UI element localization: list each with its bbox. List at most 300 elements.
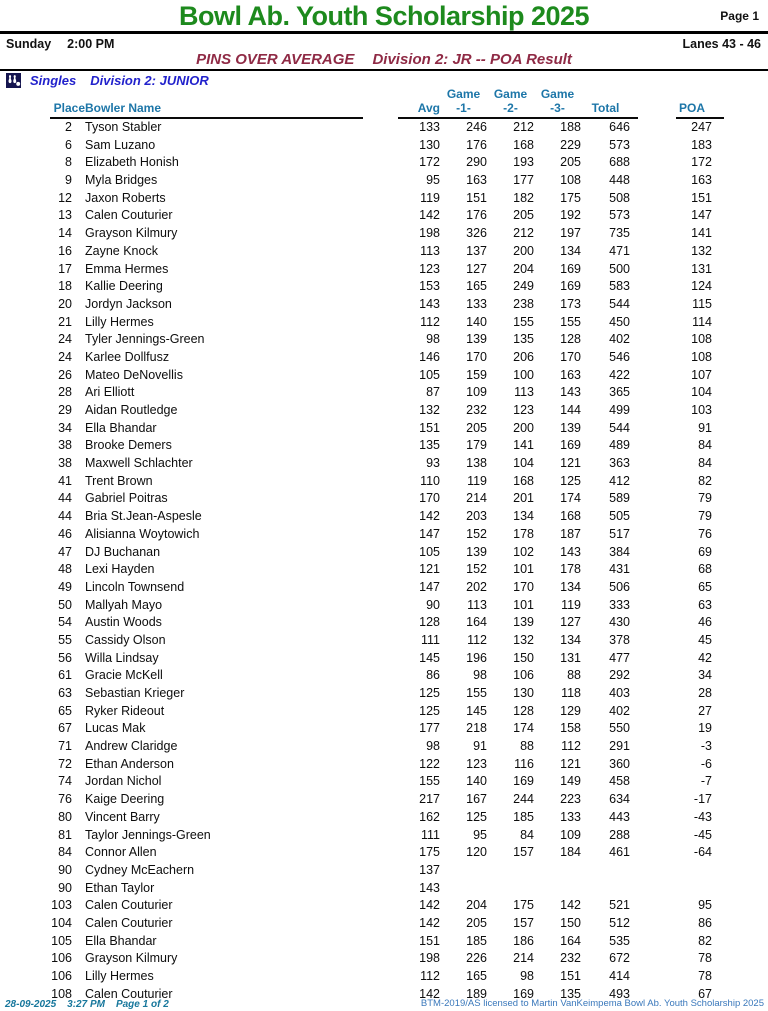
cell-poa [672, 880, 712, 898]
cell-avg: 198 [419, 226, 440, 241]
cell-g3: 169 [560, 279, 581, 294]
cell-g2: 168 [513, 473, 534, 488]
cell-place: 9 [65, 173, 72, 188]
cell-total: 458 [609, 774, 630, 789]
cell-avg: 121 [419, 562, 440, 577]
report-subtitle [0, 51, 768, 68]
cell-name: Zayne Knock [85, 243, 158, 258]
cell-place: 71 [58, 739, 72, 754]
cell-poa: -17 [693, 792, 712, 807]
table-row [0, 261, 768, 279]
cell-g1: 176 [466, 208, 487, 223]
cell-name: Calen Couturier [85, 208, 173, 223]
cell-name: Willa Lindsay [85, 650, 159, 665]
cell-place: 90 [58, 862, 72, 877]
cell-g2: 116 [514, 756, 534, 771]
cell-g1: 189 [466, 986, 487, 1001]
subtitle-division: Division 2: JR -- POA Result [372, 51, 572, 68]
cell-place: 12 [58, 190, 72, 205]
cell-g2: 113 [514, 385, 534, 400]
table-row [0, 791, 768, 809]
cell-name: DJ Buchanan [85, 544, 161, 559]
cell-place: 28 [58, 385, 72, 400]
cell-name: Myla Bridges [85, 173, 158, 188]
cell-g3: 144 [560, 403, 581, 417]
cell-place: 90 [58, 880, 72, 895]
table-row [0, 296, 768, 314]
cell-g2: 214 [513, 951, 534, 966]
cell-name: Grayson Kilmury [85, 951, 178, 966]
cell-avg: 110 [420, 473, 440, 488]
cell-avg: 125 [419, 703, 440, 718]
table-row [0, 915, 768, 933]
cell-name: Mallyah Mayo [85, 597, 163, 612]
cell-g2: 135 [513, 332, 534, 347]
table-row [0, 314, 768, 332]
cell-place: 26 [58, 367, 72, 382]
cell-g3: 150 [560, 915, 581, 930]
cell-avg: 113 [420, 243, 440, 258]
cell-g2: 157 [513, 915, 534, 930]
cell-place: 44 [58, 509, 72, 524]
cell-poa: 69 [698, 544, 712, 559]
cell-avg: 142 [419, 208, 440, 223]
cell-g2: 123 [513, 403, 534, 417]
cell-avg: 172 [419, 155, 440, 170]
cell-avg: 105 [419, 544, 440, 559]
cell-place: 80 [58, 809, 72, 824]
cell-g3: 128 [560, 332, 581, 347]
cell-place: 24 [58, 332, 72, 347]
cell-name: Connor Allen [85, 845, 157, 860]
table-row [0, 420, 768, 438]
cell-g2: 170 [513, 579, 534, 594]
cell-avg: 135 [419, 438, 440, 453]
cell-avg: 162 [419, 809, 440, 824]
cell-place: 34 [58, 420, 72, 435]
cell-place: 20 [58, 296, 72, 311]
cell-g3: 134 [560, 632, 581, 647]
cell-name: Ethan Taylor [85, 880, 155, 895]
cell-total: 443 [609, 809, 630, 824]
cell-g3: 118 [561, 686, 581, 700]
cell-g3: 108 [560, 173, 581, 188]
cell-name: Jordyn Jackson [85, 296, 172, 311]
cell-g3: 88 [567, 668, 581, 683]
section-division-label: Division 2: JUNIOR [90, 73, 209, 88]
cell-poa: 79 [698, 509, 712, 524]
cell-place: 13 [58, 208, 72, 223]
cell-g1: 138 [466, 456, 487, 471]
cell-g1: 204 [466, 898, 487, 913]
cell-place: 108 [51, 986, 72, 1001]
cell-total: 412 [609, 473, 630, 488]
cell-poa: -64 [693, 845, 712, 860]
cell-name: Gabriel Poitras [85, 491, 168, 506]
table-row [0, 968, 768, 986]
cell-g2: 130 [513, 686, 534, 700]
footer-license: BTM-2019/AS licensed to Martin VanKeimpema Bowl Ab. Youth Scholarship 2025 [420, 998, 764, 1009]
cell-g1: 176 [466, 137, 487, 152]
cell-name: Calen Couturier [85, 898, 173, 913]
cell-g1: 139 [466, 332, 487, 347]
cell-total: 550 [609, 721, 630, 736]
table-row [0, 402, 768, 420]
header-g3: -3- [550, 101, 565, 115]
table-row [0, 667, 768, 685]
cell-g3: 119 [561, 597, 581, 612]
cell-g1: 112 [467, 632, 487, 647]
cell-g2: 101 [513, 562, 534, 577]
footer-date: 28-09-2025 [5, 999, 57, 1010]
cell-g2: 84 [520, 827, 534, 842]
cell-name: Ari Elliott [85, 385, 135, 400]
cell-avg: 142 [419, 509, 440, 524]
cell-total: 384 [609, 544, 630, 559]
cell-g2: 134 [513, 509, 534, 524]
cell-g2: 244 [513, 792, 534, 807]
cell-total: 544 [609, 420, 630, 435]
cell-g1: 167 [466, 792, 487, 807]
cell-g2: 157 [513, 845, 534, 860]
cell-total [581, 862, 630, 880]
table-row [0, 349, 768, 367]
cell-place: 8 [65, 155, 72, 170]
cell-g3: 129 [560, 703, 581, 718]
cell-g1: 140 [466, 774, 487, 789]
cell-place: 49 [58, 579, 72, 594]
cell-g1: 152 [466, 562, 487, 577]
table-row [0, 809, 768, 827]
cell-place: 44 [58, 491, 72, 506]
cell-g2: 102 [513, 544, 534, 559]
cell-name: Lincoln Townsend [85, 579, 185, 594]
cell-g2: 104 [513, 456, 534, 471]
cell-avg: 153 [419, 279, 440, 294]
cell-place: 24 [58, 349, 72, 364]
cell-total: 589 [609, 491, 630, 506]
header-game-2: Game [493, 87, 528, 101]
cell-g2: 249 [513, 279, 534, 294]
cell-g2: 155 [513, 314, 534, 329]
cell-place: 29 [58, 403, 72, 417]
cell-g3: 149 [560, 774, 581, 789]
cell-poa: 63 [698, 597, 712, 612]
cell-poa: 151 [691, 190, 712, 205]
cell-g1: 113 [467, 597, 487, 612]
cell-place: 47 [58, 544, 72, 559]
title-divider [0, 31, 768, 34]
cell-place: 6 [65, 137, 72, 152]
cell-g2: 201 [513, 491, 534, 506]
cell-place: 14 [58, 226, 72, 241]
cell-avg: 133 [419, 120, 440, 134]
cell-name: Cydney McEachern [85, 862, 195, 877]
cell-poa: 108 [691, 332, 712, 347]
cell-poa: -6 [700, 756, 712, 771]
cell-avg: 95 [426, 173, 440, 188]
table-row [0, 773, 768, 791]
day-label: Sunday [6, 37, 52, 51]
cell-place: 17 [58, 261, 72, 276]
table-row [0, 137, 768, 155]
cell-poa: 76 [698, 526, 712, 541]
cell-g1: 151 [466, 190, 487, 205]
cell-poa: -45 [693, 827, 712, 842]
cell-total [581, 880, 630, 898]
cell-g1: 196 [466, 650, 487, 665]
table-row [0, 650, 768, 668]
cell-g3: 178 [560, 562, 581, 577]
cell-poa: 147 [691, 208, 712, 223]
cell-g1: 203 [466, 509, 487, 524]
cell-g1: 91 [473, 739, 487, 754]
table-row [0, 950, 768, 968]
cell-g1: 125 [466, 809, 487, 824]
cell-place: 46 [58, 526, 72, 541]
cell-name: Lilly Hermes [85, 314, 154, 329]
cell-poa: 141 [691, 226, 712, 241]
cell-total: 735 [609, 226, 630, 241]
table-row [0, 880, 768, 898]
cell-poa: 114 [692, 314, 712, 329]
cell-name: Trent Brown [85, 473, 153, 488]
cell-poa: 183 [691, 137, 712, 152]
cell-g3: 169 [560, 438, 581, 453]
cell-g3: 143 [560, 544, 581, 559]
cell-poa [672, 862, 712, 880]
cell-poa: -43 [693, 809, 712, 824]
cell-total: 477 [609, 650, 630, 665]
cell-poa: -3 [700, 739, 712, 754]
table-row [0, 720, 768, 738]
subtitle-event: PINS OVER AVERAGE [196, 51, 355, 68]
cell-place: 38 [58, 438, 72, 453]
cell-g1: 163 [466, 173, 487, 188]
cell-place: 74 [58, 774, 72, 789]
cell-g1: 133 [466, 296, 487, 311]
cell-poa: 82 [698, 933, 712, 948]
table-header-game-row [0, 87, 768, 101]
cell-place: 72 [58, 756, 72, 771]
cell-g3: 205 [560, 155, 581, 170]
cell-name: Taylor Jennings-Green [85, 827, 211, 842]
cell-g1: 205 [466, 420, 487, 435]
cell-total: 333 [609, 597, 630, 612]
cell-g3: 164 [560, 933, 581, 948]
cell-g1 [440, 862, 487, 880]
table-row [0, 526, 768, 544]
table-row [0, 862, 768, 880]
cell-place: 106 [51, 969, 72, 983]
cell-avg: 147 [419, 579, 440, 594]
cell-place: 54 [58, 615, 72, 630]
cell-g1: 95 [473, 827, 487, 842]
cell-place: 18 [58, 279, 72, 294]
cell-avg: 198 [419, 951, 440, 966]
table-row [0, 844, 768, 862]
table-row [0, 172, 768, 190]
cell-name: Lucas Mak [85, 721, 146, 736]
cell-g2: 186 [513, 933, 534, 948]
cell-poa: 107 [691, 367, 712, 382]
cell-g3: 143 [560, 385, 581, 400]
table-row [0, 827, 768, 845]
cell-name: Tyler Jennings-Green [85, 332, 205, 347]
cell-place: 104 [51, 915, 72, 930]
cell-total: 688 [609, 155, 630, 170]
cell-g3: 173 [560, 296, 581, 311]
cell-name: Cassidy Olson [85, 632, 166, 647]
cell-total: 292 [609, 668, 630, 683]
cell-avg: 93 [426, 456, 440, 471]
table-row [0, 243, 768, 261]
cell-g1: 226 [466, 951, 487, 966]
cell-g3: 112 [561, 739, 581, 754]
cell-g3: 184 [560, 845, 581, 860]
cell-name: Elizabeth Honish [85, 155, 179, 170]
cell-g2: 106 [513, 668, 534, 683]
cell-g3 [534, 862, 581, 880]
footer-time: 3:27 PM [67, 999, 105, 1010]
table-row [0, 756, 768, 774]
cell-g1: 179 [466, 438, 487, 453]
cell-poa: 131 [691, 261, 712, 276]
table-row [0, 614, 768, 632]
cell-g1: 165 [466, 279, 487, 294]
cell-avg: 87 [426, 385, 440, 400]
cell-place: 67 [58, 721, 72, 736]
cell-g2: 168 [513, 137, 534, 152]
cell-total: 363 [609, 456, 630, 471]
cell-avg: 142 [419, 986, 440, 1001]
cell-total: 508 [609, 190, 630, 205]
cell-name: Andrew Claridge [85, 739, 178, 754]
header-game-1: Game [446, 87, 481, 101]
cell-place: 2 [65, 120, 72, 134]
cell-name: Brooke Demers [85, 438, 172, 453]
cell-name: Sam Luzano [85, 137, 156, 152]
cell-total: 535 [609, 933, 630, 948]
cell-poa: 91 [698, 420, 712, 435]
cell-g3: 155 [560, 314, 581, 329]
table-row [0, 207, 768, 225]
cell-avg: 142 [419, 898, 440, 913]
cell-total: 493 [609, 986, 630, 1001]
table-row [0, 561, 768, 579]
cell-poa: 86 [698, 915, 712, 930]
cell-total: 506 [609, 579, 630, 594]
cell-avg: 151 [419, 420, 440, 435]
cell-poa: 247 [691, 120, 712, 134]
cell-avg: 143 [419, 296, 440, 311]
cell-g1: 127 [466, 261, 487, 276]
cell-place: 38 [58, 456, 72, 471]
cell-name: Ella Bhandar [85, 420, 157, 435]
cell-avg: 217 [419, 792, 440, 807]
cell-place: 21 [58, 314, 72, 329]
table-row [0, 225, 768, 243]
section-singles-label: Singles [30, 73, 77, 88]
cell-g3: 134 [560, 579, 581, 594]
cell-name: Gracie McKell [85, 668, 163, 683]
cell-total: 402 [609, 332, 630, 347]
cell-avg: 111 [420, 827, 440, 842]
cell-poa: 34 [698, 668, 712, 683]
cell-total: 573 [609, 208, 630, 223]
cell-g3 [534, 880, 581, 898]
cell-name: Lexi Hayden [85, 562, 155, 577]
cell-total: 288 [609, 827, 630, 842]
cell-total: 544 [609, 296, 630, 311]
cell-total: 450 [609, 314, 630, 329]
cell-total: 291 [609, 739, 630, 754]
cell-g3: 188 [560, 120, 581, 134]
cell-total: 422 [609, 367, 630, 382]
cell-g3: 175 [560, 190, 581, 205]
cell-total: 583 [609, 279, 630, 294]
cell-g1: 159 [466, 367, 487, 382]
cell-name: Grayson Kilmury [85, 226, 178, 241]
cell-g1: 326 [466, 226, 487, 241]
table-row [0, 384, 768, 402]
cell-avg: 130 [419, 137, 440, 152]
cell-place: 63 [58, 686, 72, 700]
results-table-body [0, 119, 768, 1003]
cell-avg: 142 [419, 915, 440, 930]
table-row [0, 473, 768, 491]
cell-g3: 158 [560, 721, 581, 736]
header-bowler-name: Bowler Name [85, 101, 162, 115]
cell-total: 471 [609, 243, 630, 258]
cell-total: 512 [609, 915, 630, 930]
cell-place: 16 [58, 243, 72, 258]
cell-poa: -7 [700, 774, 712, 789]
cell-poa: 172 [691, 155, 712, 170]
cell-place: 56 [58, 650, 72, 665]
cell-total: 360 [609, 756, 630, 771]
section-row [6, 73, 209, 88]
table-row [0, 597, 768, 615]
table-row [0, 738, 768, 756]
cell-name: Aidan Routledge [85, 403, 178, 417]
cell-g3: 127 [560, 615, 581, 630]
cell-g1: 170 [466, 349, 487, 364]
table-row [0, 437, 768, 455]
cell-total: 500 [609, 261, 630, 276]
table-row [0, 455, 768, 473]
cell-avg: 170 [419, 491, 440, 506]
subtitle-divider [0, 69, 768, 71]
cell-poa: 124 [691, 279, 712, 294]
cell-g3: 151 [560, 969, 581, 983]
cell-total: 499 [609, 403, 630, 417]
cell-total: 461 [609, 845, 630, 860]
cell-place: 106 [51, 951, 72, 966]
cell-avg: 128 [419, 615, 440, 630]
cell-poa: 45 [698, 632, 712, 647]
cell-g2: 204 [513, 261, 534, 276]
header-poa: POA [678, 101, 705, 115]
cell-name: Ethan Anderson [85, 756, 174, 771]
cell-avg: 119 [420, 190, 440, 205]
cell-g1: 98 [473, 668, 487, 683]
cell-poa: 19 [698, 721, 712, 736]
cell-total: 521 [609, 898, 630, 913]
cell-g2: 169 [513, 986, 534, 1001]
bowling-pins-icon [6, 73, 21, 88]
cell-avg: 146 [419, 349, 440, 364]
